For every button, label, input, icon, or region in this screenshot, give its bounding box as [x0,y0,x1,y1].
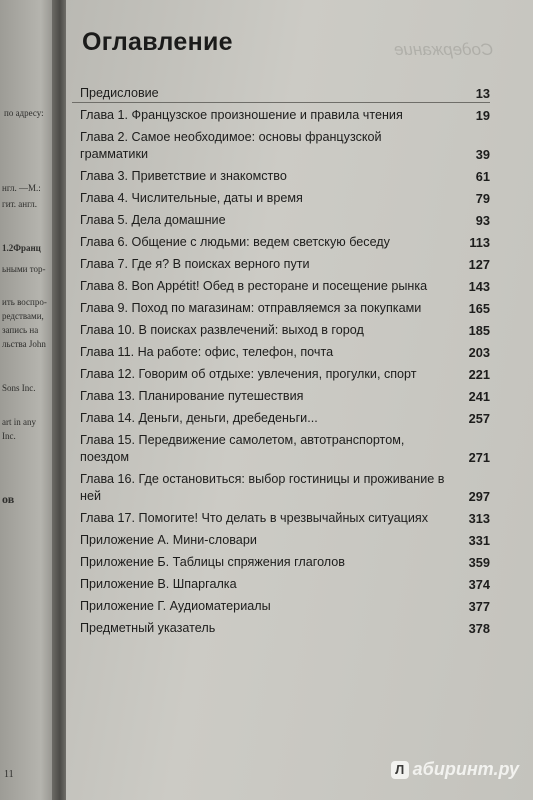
prev-page-fragment: ить воспро- [2,297,47,307]
prev-page-fragment: запись на [2,325,39,335]
toc-entry [80,576,490,593]
prev-page-number: 11 [4,769,14,780]
toc-entry-page: 165 [468,301,490,316]
prev-page-fragment: ьными тор- [2,264,46,274]
toc-entry [80,212,490,229]
toc-entry-label: Глава 10. В поисках развлечений: выход в город [80,323,364,337]
toc-entry-label: Глава 8. Bon Appétit! Обед в ресторане и посещение рынка [80,279,428,293]
toc-entry-page: 313 [468,511,490,526]
toc-entry-page: 257 [468,411,490,426]
toc-entry-page: 19 [475,108,490,123]
table-of-contents [80,85,490,642]
toc-entry-page: 331 [468,533,490,548]
toc-entry-page: 143 [468,279,490,294]
toc-entry-label: Глава 15. Передвижение самолетом, автотранспортом, поездом [80,433,405,464]
toc-entry-page: 297 [468,489,490,504]
prev-page-fragment: гит. англ. [2,199,38,209]
toc-entry [80,532,490,549]
prev-page-fragment: Sons Inc. [2,383,36,393]
toc-entry-label: Глава 7. Где я? В поисках верного пути [80,257,310,271]
toc-entry-label: Глава 12. Говорим об отдыхе: увлечения, прогулки, спорт [80,367,417,381]
toc-entry-label: Предисловие [80,86,159,100]
toc-entry-page: 359 [468,555,490,570]
toc-entry-label: Приложение Б. Таблицы спряжения глаголов [80,555,345,569]
toc-entry-label: Предметный указатель [80,621,216,635]
toc-entry-label: Глава 6. Общение с людьми: ведем светскую беседу [80,235,390,249]
toc-entry-label: Приложение А. Мини-словари [80,533,257,547]
toc-entry [80,85,490,102]
toc-entry [80,168,490,185]
watermark-text: абиринт.ру [412,759,519,779]
toc-entry-label: Глава 11. На работе: офис, телефон, почта [80,345,334,359]
toc-entry-page: 378 [468,621,490,636]
prev-page-fragment: ов [2,492,15,506]
toc-entry-label: Глава 2. Самое необходимое: основы французской грамматики [80,130,382,161]
prev-page-fragment: редствами, [2,311,44,321]
toc-entry-page: 271 [468,450,490,465]
toc-entry [80,300,490,317]
toc-entry [80,344,490,361]
toc-entry-page: 13 [475,86,490,101]
prev-page-fragment: нгл. —М.: [2,183,41,193]
toc-entry-label: Глава 17. Помогите! Что делать в чрезвычайных ситуациях [80,511,429,525]
toc-entry-label: Глава 1. Французское произношение и правила чтения [80,108,403,122]
toc-entry-label: Глава 13. Планирование путешествия [80,389,304,403]
toc-entry [80,107,490,124]
prev-page-fragment: по адресу: [4,108,44,118]
toc-entry [80,598,490,615]
show-through-heading: Содержание [394,40,494,59]
toc-entry-page: 374 [468,577,490,592]
labirint-logo-icon: Л [391,761,409,779]
toc-entry [80,410,490,427]
toc-entry-label: Глава 9. Поход по магазинам: отправляемся за покупками [80,301,422,315]
toc-entry-page: 203 [468,345,490,360]
page-title: Оглавление [82,28,233,56]
toc-entry-page: 61 [475,169,490,184]
toc-entry [80,554,490,571]
watermark [391,759,519,780]
toc-entry [80,366,490,383]
toc-entry [80,322,490,339]
toc-entry-page: 113 [469,235,490,250]
toc-entry-label: Глава 3. Приветствие и знакомство [80,169,287,183]
toc-entry-label: Глава 14. Деньги, деньги, дребеденьги... [80,411,318,425]
toc-entry [80,234,490,251]
toc-entry-label: Глава 16. Где остановиться: выбор гостиницы и проживание в ней [80,472,445,503]
toc-entry-label: Приложение В. Шпаргалка [80,577,237,591]
toc-entry [80,620,490,637]
toc-entry [80,510,490,527]
toc-entry-page: 39 [475,147,490,162]
toc-entry [80,129,490,163]
toc-entry-page: 377 [468,599,490,614]
toc-entry [80,388,490,405]
toc-entry [80,256,490,273]
toc-entry-label: Глава 4. Числительные, даты и время [80,191,303,205]
toc-entry-page: 79 [475,191,490,206]
toc-entry [80,278,490,295]
toc-entry-page: 127 [468,257,490,272]
prev-page-fragment: льства John [2,339,46,349]
prev-page-fragment: art in any [2,417,36,427]
toc-entry-label: Глава 5. Дела домашние [80,213,226,227]
toc-entry [80,432,490,466]
toc-entry [80,471,490,505]
toc-entry-page: 221 [468,367,490,382]
prev-page-fragment: Inc. [2,431,16,441]
toc-entry [80,190,490,207]
prev-page-fragment: 1.2Франц [2,243,41,253]
toc-entry-page: 93 [475,213,490,228]
toc-entry-page: 185 [468,323,490,338]
previous-page-edge [0,0,58,800]
toc-entry-label: Приложение Г. Аудиоматериалы [80,599,271,613]
toc-entry-page: 241 [468,389,490,404]
